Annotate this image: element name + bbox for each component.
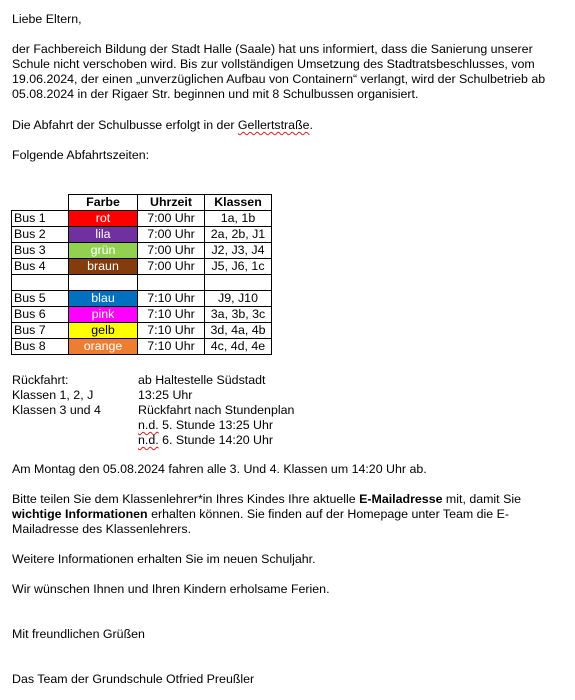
return-6th-lesson: n.d. 6. Stunde 14:20 Uhr: [138, 433, 274, 447]
table-row: [12, 243, 272, 259]
bus-color: blau: [69, 291, 138, 307]
bus-classes: 3d, 4a, 4b: [205, 323, 272, 339]
departure-time: 7:10 Uhr: [138, 323, 205, 339]
departure-line: [12, 118, 313, 133]
table-row: [12, 339, 272, 355]
bus-color: braun: [69, 259, 138, 275]
table-row: [12, 227, 272, 243]
closing: Mit freundlichen Grüßen: [12, 627, 145, 641]
table-row: [12, 211, 272, 227]
intro-paragraph: der Fachbereich Bildung der Stadt Halle (Saale) hat uns informiert, dass die Sanierung unserer Schule nicht verschoben wird. Bis zur vollständigen Umsetzung des Stadtratsbeschlusses, vom 19.06.2024, der einen „unverzüglichen Aufbau von Containern“ verlangt, wird der Schulbetrieb ab 05.08.2024 in der Rigaer Str. beginnen und mit 8 Schulbussen organisiert.: [12, 42, 546, 101]
bus-color: gelb: [69, 323, 138, 339]
bus-schedule-table: [11, 194, 272, 355]
bus-classes: J9, J10: [205, 291, 272, 307]
classes-3-4-info: Rückfahrt nach Stundenplan: [138, 403, 295, 417]
table-spacer-row: [12, 275, 272, 291]
return-5th-lesson: n.d. 5. Stunde 13:25 Uhr: [138, 418, 274, 432]
classes-1-2-j-time: 13:25 Uhr: [138, 388, 193, 402]
bus-number: Bus 2: [12, 227, 69, 243]
return-label: Rückfahrt:: [12, 373, 69, 387]
bus-classes: 1a, 1b: [205, 211, 272, 227]
bus-color: pink: [69, 307, 138, 323]
bus-classes: 4c, 4d, 4e: [205, 339, 272, 355]
bus-classes: 3a, 3b, 3c: [205, 307, 272, 323]
times-heading: Folgende Abfahrtszeiten:: [12, 148, 150, 162]
classes-3-4-label: Klassen 3 und 4: [12, 403, 101, 417]
holiday-wishes: Wir wünschen Ihnen und Ihren Kindern erholsame Ferien.: [12, 582, 330, 596]
bus-number: Bus 7: [12, 323, 69, 339]
departure-time: 7:00 Uhr: [138, 211, 205, 227]
bus-classes: 2a, 2b, J1: [205, 227, 272, 243]
departure-time: 7:10 Uhr: [138, 291, 205, 307]
table-row: [12, 323, 272, 339]
departure-time: 7:00 Uhr: [138, 243, 205, 259]
bus-number: Bus 3: [12, 243, 69, 259]
bus-classes: J5, J6, 1c: [205, 259, 272, 275]
email-keyword: E-Mailadresse: [359, 492, 443, 506]
bus-number: Bus 6: [12, 307, 69, 323]
bus-color: grün: [69, 243, 138, 259]
departure-end: .: [309, 118, 313, 132]
return-stop: ab Haltestelle Südstadt: [138, 373, 266, 387]
bus-classes: J2, J3, J4: [205, 243, 272, 259]
classes-1-2-j-label: Klassen 1, 2, J: [12, 388, 94, 402]
email-paragraph: Bitte teilen Sie dem Klassenlehrer*in Ihres Kindes Ihre aktuelle E-Mailadresse mit, damit Sie wichtige Informationen erhalten können. Sie finden auf der Homepage unter Team die E-Mailadresse des Klassenlehrers.: [12, 492, 521, 536]
bus-number: Bus 8: [12, 339, 69, 355]
bus-color: rot: [69, 211, 138, 227]
monday-note: Am Montag den 05.08.2024 fahren alle 3. Und 4. Klassen um 14:20 Uhr ab.: [12, 462, 427, 476]
departure-time: 7:10 Uhr: [138, 339, 205, 355]
header-classes: Klassen: [205, 195, 272, 211]
table-row: [12, 291, 272, 307]
bus-color: orange: [69, 339, 138, 355]
greeting: Liebe Eltern,: [12, 12, 82, 26]
more-info: Weitere Informationen erhalten Sie im neuen Schuljahr.: [12, 552, 316, 566]
bus-color: lila: [69, 227, 138, 243]
table-row: [12, 259, 272, 275]
departure-time: 7:00 Uhr: [138, 227, 205, 243]
header-color: Farbe: [69, 195, 138, 211]
departure-text: Die Abfahrt der Schulbusse erfolgt in der: [12, 118, 238, 132]
signature: Das Team der Grundschule Otfried Preußler: [12, 672, 255, 686]
bus-number: Bus 4: [12, 259, 69, 275]
bus-number: Bus 1: [12, 211, 69, 227]
bus-number: Bus 5: [12, 291, 69, 307]
table-header-row: [12, 195, 272, 211]
important-info-keyword: wichtige Informationen: [12, 507, 148, 521]
departure-time: 7:00 Uhr: [138, 259, 205, 275]
header-time: Uhrzeit: [138, 195, 205, 211]
table-row: [12, 307, 272, 323]
departure-street: Gellertstraße: [237, 118, 310, 132]
departure-time: 7:10 Uhr: [138, 307, 205, 323]
